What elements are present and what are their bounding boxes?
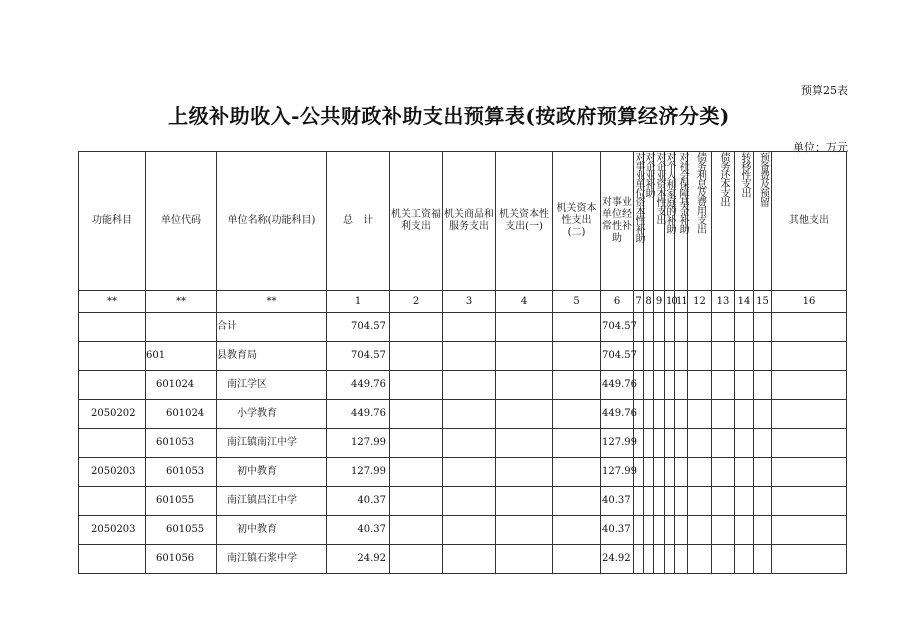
cell-c10 [665,458,675,487]
cell-c11 [675,458,688,487]
cell-code: 601056 [146,545,217,574]
cell-c7 [634,545,644,574]
cell-c8 [644,342,654,371]
index-cell: ** [217,291,327,313]
cell-func [79,371,146,400]
index-cell: 14 [735,291,754,313]
cell-c15 [754,487,772,516]
header-code: 单位代码 [146,152,217,291]
cell-c16 [772,371,847,400]
cell-c3 [443,429,496,458]
cell-c9 [654,400,665,429]
cell-code [146,313,217,342]
cell-c13 [712,487,735,516]
cell-c4 [496,313,553,342]
cell-c15 [754,516,772,545]
header-c5: 机关资本性支出(二) [553,152,601,291]
cell-c14 [735,487,754,516]
cell-c14 [735,371,754,400]
header-c16: 其他支出 [772,152,847,291]
cell-c14 [735,342,754,371]
cell-c2 [390,342,443,371]
index-cell: 6 [601,291,634,313]
cell-c10 [665,400,675,429]
cell-c9 [654,487,665,516]
index-cell: 16 [772,291,847,313]
cell-total: 704.57 [327,342,390,371]
cell-name: 初中教育 [217,516,327,545]
cell-c13 [712,429,735,458]
cell-c2 [390,429,443,458]
cell-c4 [496,458,553,487]
cell-c6: 449.76 [601,371,634,400]
cell-name: 南江镇石浆中学 [217,545,327,574]
cell-c6: 704.57 [601,342,634,371]
header-c9: 对企业资本性支出 [654,152,665,291]
cell-c4 [496,545,553,574]
cell-c14 [735,313,754,342]
cell-code: 601055 [146,516,217,545]
cell-c7 [634,487,644,516]
cell-code: 601055 [146,487,217,516]
cell-c13 [712,400,735,429]
cell-c8 [644,429,654,458]
cell-func: 2050202 [79,400,146,429]
index-cell: 5 [553,291,601,313]
cell-c9 [654,371,665,400]
cell-c9 [654,342,665,371]
cell-c16 [772,429,847,458]
cell-c11 [675,429,688,458]
index-cell: 15 [754,291,772,313]
cell-name: 初中教育 [217,458,327,487]
cell-c10 [665,313,675,342]
table-row [79,516,847,545]
cell-c15 [754,400,772,429]
cell-code: 601024 [146,371,217,400]
cell-c6: 704.57 [601,313,634,342]
cell-c11 [675,313,688,342]
cell-c15 [754,458,772,487]
cell-name: 县教育局 [217,342,327,371]
cell-c3 [443,342,496,371]
index-cell: 7 [634,291,644,313]
cell-name: 合计 [217,313,327,342]
table-row [79,487,847,516]
cell-total: 127.99 [327,429,390,458]
cell-c3 [443,545,496,574]
cell-name: 南江镇南江中学 [217,429,327,458]
cell-c9 [654,516,665,545]
cell-c2 [390,487,443,516]
header-c10: 对个人和家庭的补助 [665,152,675,291]
cell-c8 [644,458,654,487]
cell-c3 [443,400,496,429]
cell-total: 40.37 [327,516,390,545]
cell-func [79,313,146,342]
index-cell: 8 [644,291,654,313]
cell-c15 [754,545,772,574]
cell-c2 [390,516,443,545]
cell-c11 [675,342,688,371]
cell-c14 [735,429,754,458]
cell-total: 40.37 [327,487,390,516]
index-cell: 11 [675,291,688,313]
cell-c8 [644,487,654,516]
cell-c13 [712,516,735,545]
cell-code: 601 [146,342,217,371]
cell-c4 [496,371,553,400]
cell-c13 [712,545,735,574]
cell-c16 [772,516,847,545]
cell-total: 704.57 [327,313,390,342]
index-cell: ** [79,291,146,313]
cell-c10 [665,545,675,574]
header-func: 功能科目 [79,152,146,291]
page-title: 上级补助收入-公共财政补助支出预算表(按政府预算经济分类) [168,104,730,128]
cell-c6: 40.37 [601,487,634,516]
cell-c15 [754,342,772,371]
header-c11: 对社会保障基金补助 [675,152,688,291]
header-name: 单位名称(功能科目) [217,152,327,291]
cell-func: 2050203 [79,516,146,545]
table-row [79,545,847,574]
cell-c16 [772,545,847,574]
cell-total: 24.92 [327,545,390,574]
cell-c5 [553,545,601,574]
header-c15: 预备费及预留 [754,152,772,291]
cell-c9 [654,545,665,574]
cell-c16 [772,400,847,429]
cell-func: 2050203 [79,458,146,487]
cell-c9 [654,429,665,458]
cell-c12 [688,371,712,400]
table-row [79,371,847,400]
cell-c3 [443,313,496,342]
cell-c6: 24.92 [601,545,634,574]
table-row [79,342,847,371]
index-cell: 4 [496,291,553,313]
cell-c4 [496,487,553,516]
cell-c12 [688,342,712,371]
cell-c9 [654,313,665,342]
header-c8: 对企业补助 [644,152,654,291]
cell-c12 [688,429,712,458]
cell-c14 [735,400,754,429]
cell-c11 [675,516,688,545]
table-row [79,400,847,429]
cell-name: 南江镇昌江中学 [217,487,327,516]
header-c13: 债务还本支出 [712,152,735,291]
cell-code: 601053 [146,458,217,487]
cell-c15 [754,429,772,458]
cell-c13 [712,371,735,400]
header-total: 总 计 [327,152,390,291]
cell-c5 [553,371,601,400]
budget-table [78,151,847,574]
cell-c11 [675,487,688,516]
index-cell: ** [146,291,217,313]
cell-func [79,487,146,516]
cell-c8 [644,516,654,545]
cell-c14 [735,516,754,545]
cell-c10 [665,516,675,545]
header-c2: 机关工资福利支出 [390,152,443,291]
table-number-label: 预算25表 [801,84,848,97]
cell-func [79,429,146,458]
index-cell: 12 [688,291,712,313]
cell-c7 [634,516,644,545]
cell-c6: 449.76 [601,400,634,429]
cell-c4 [496,516,553,545]
cell-name: 南江学区 [217,371,327,400]
cell-c14 [735,458,754,487]
cell-c8 [644,545,654,574]
cell-c10 [665,429,675,458]
cell-c10 [665,371,675,400]
cell-c2 [390,313,443,342]
cell-c5 [553,487,601,516]
cell-c3 [443,371,496,400]
cell-c16 [772,458,847,487]
cell-c16 [772,487,847,516]
table-row [79,429,847,458]
cell-c4 [496,400,553,429]
header-c6: 对事业单位经常性补助 [601,152,634,291]
cell-c11 [675,371,688,400]
cell-c5 [553,429,601,458]
cell-c2 [390,458,443,487]
cell-c3 [443,516,496,545]
cell-c14 [735,545,754,574]
cell-c13 [712,458,735,487]
cell-c12 [688,487,712,516]
cell-c10 [665,487,675,516]
header-c4: 机关资本性支出(一) [496,152,553,291]
cell-c12 [688,458,712,487]
header-row [79,152,847,291]
index-row [79,291,847,313]
cell-c5 [553,400,601,429]
cell-c2 [390,545,443,574]
cell-code: 601053 [146,429,217,458]
cell-total: 127.99 [327,458,390,487]
cell-c3 [443,487,496,516]
cell-c15 [754,313,772,342]
cell-c11 [675,545,688,574]
cell-code: 601024 [146,400,217,429]
cell-c6: 40.37 [601,516,634,545]
cell-c2 [390,371,443,400]
header-c7: 对事业单位资本性补助 [634,152,644,291]
cell-c4 [496,429,553,458]
cell-name: 小学教育 [217,400,327,429]
cell-total: 449.76 [327,371,390,400]
cell-c16 [772,342,847,371]
cell-c5 [553,313,601,342]
cell-c10 [665,342,675,371]
cell-c12 [688,313,712,342]
cell-c5 [553,516,601,545]
index-cell: 3 [443,291,496,313]
table-row [79,313,847,342]
cell-c6: 127.99 [601,458,634,487]
cell-c5 [553,458,601,487]
cell-total: 449.76 [327,400,390,429]
unit-label: 单位：万元 [793,141,848,154]
cell-c6: 127.99 [601,429,634,458]
cell-c16 [772,313,847,342]
cell-func [79,342,146,371]
cell-c8 [644,313,654,342]
cell-c5 [553,342,601,371]
cell-c12 [688,545,712,574]
cell-c2 [390,400,443,429]
index-cell: 10 [665,291,675,313]
cell-c12 [688,516,712,545]
cell-c13 [712,313,735,342]
cell-c8 [644,371,654,400]
index-cell: 1 [327,291,390,313]
cell-c11 [675,400,688,429]
cell-func [79,545,146,574]
header-c3: 机关商品和服务支出 [443,152,496,291]
index-cell: 9 [654,291,665,313]
header-c12: 债务利息及费用支出 [688,152,712,291]
cell-c15 [754,371,772,400]
cell-c12 [688,400,712,429]
index-cell: 13 [712,291,735,313]
cell-c13 [712,342,735,371]
cell-c9 [654,458,665,487]
cell-c8 [644,400,654,429]
index-cell: 2 [390,291,443,313]
header-c14: 转移性支出 [735,152,754,291]
cell-c3 [443,458,496,487]
cell-c4 [496,342,553,371]
table-row [79,458,847,487]
